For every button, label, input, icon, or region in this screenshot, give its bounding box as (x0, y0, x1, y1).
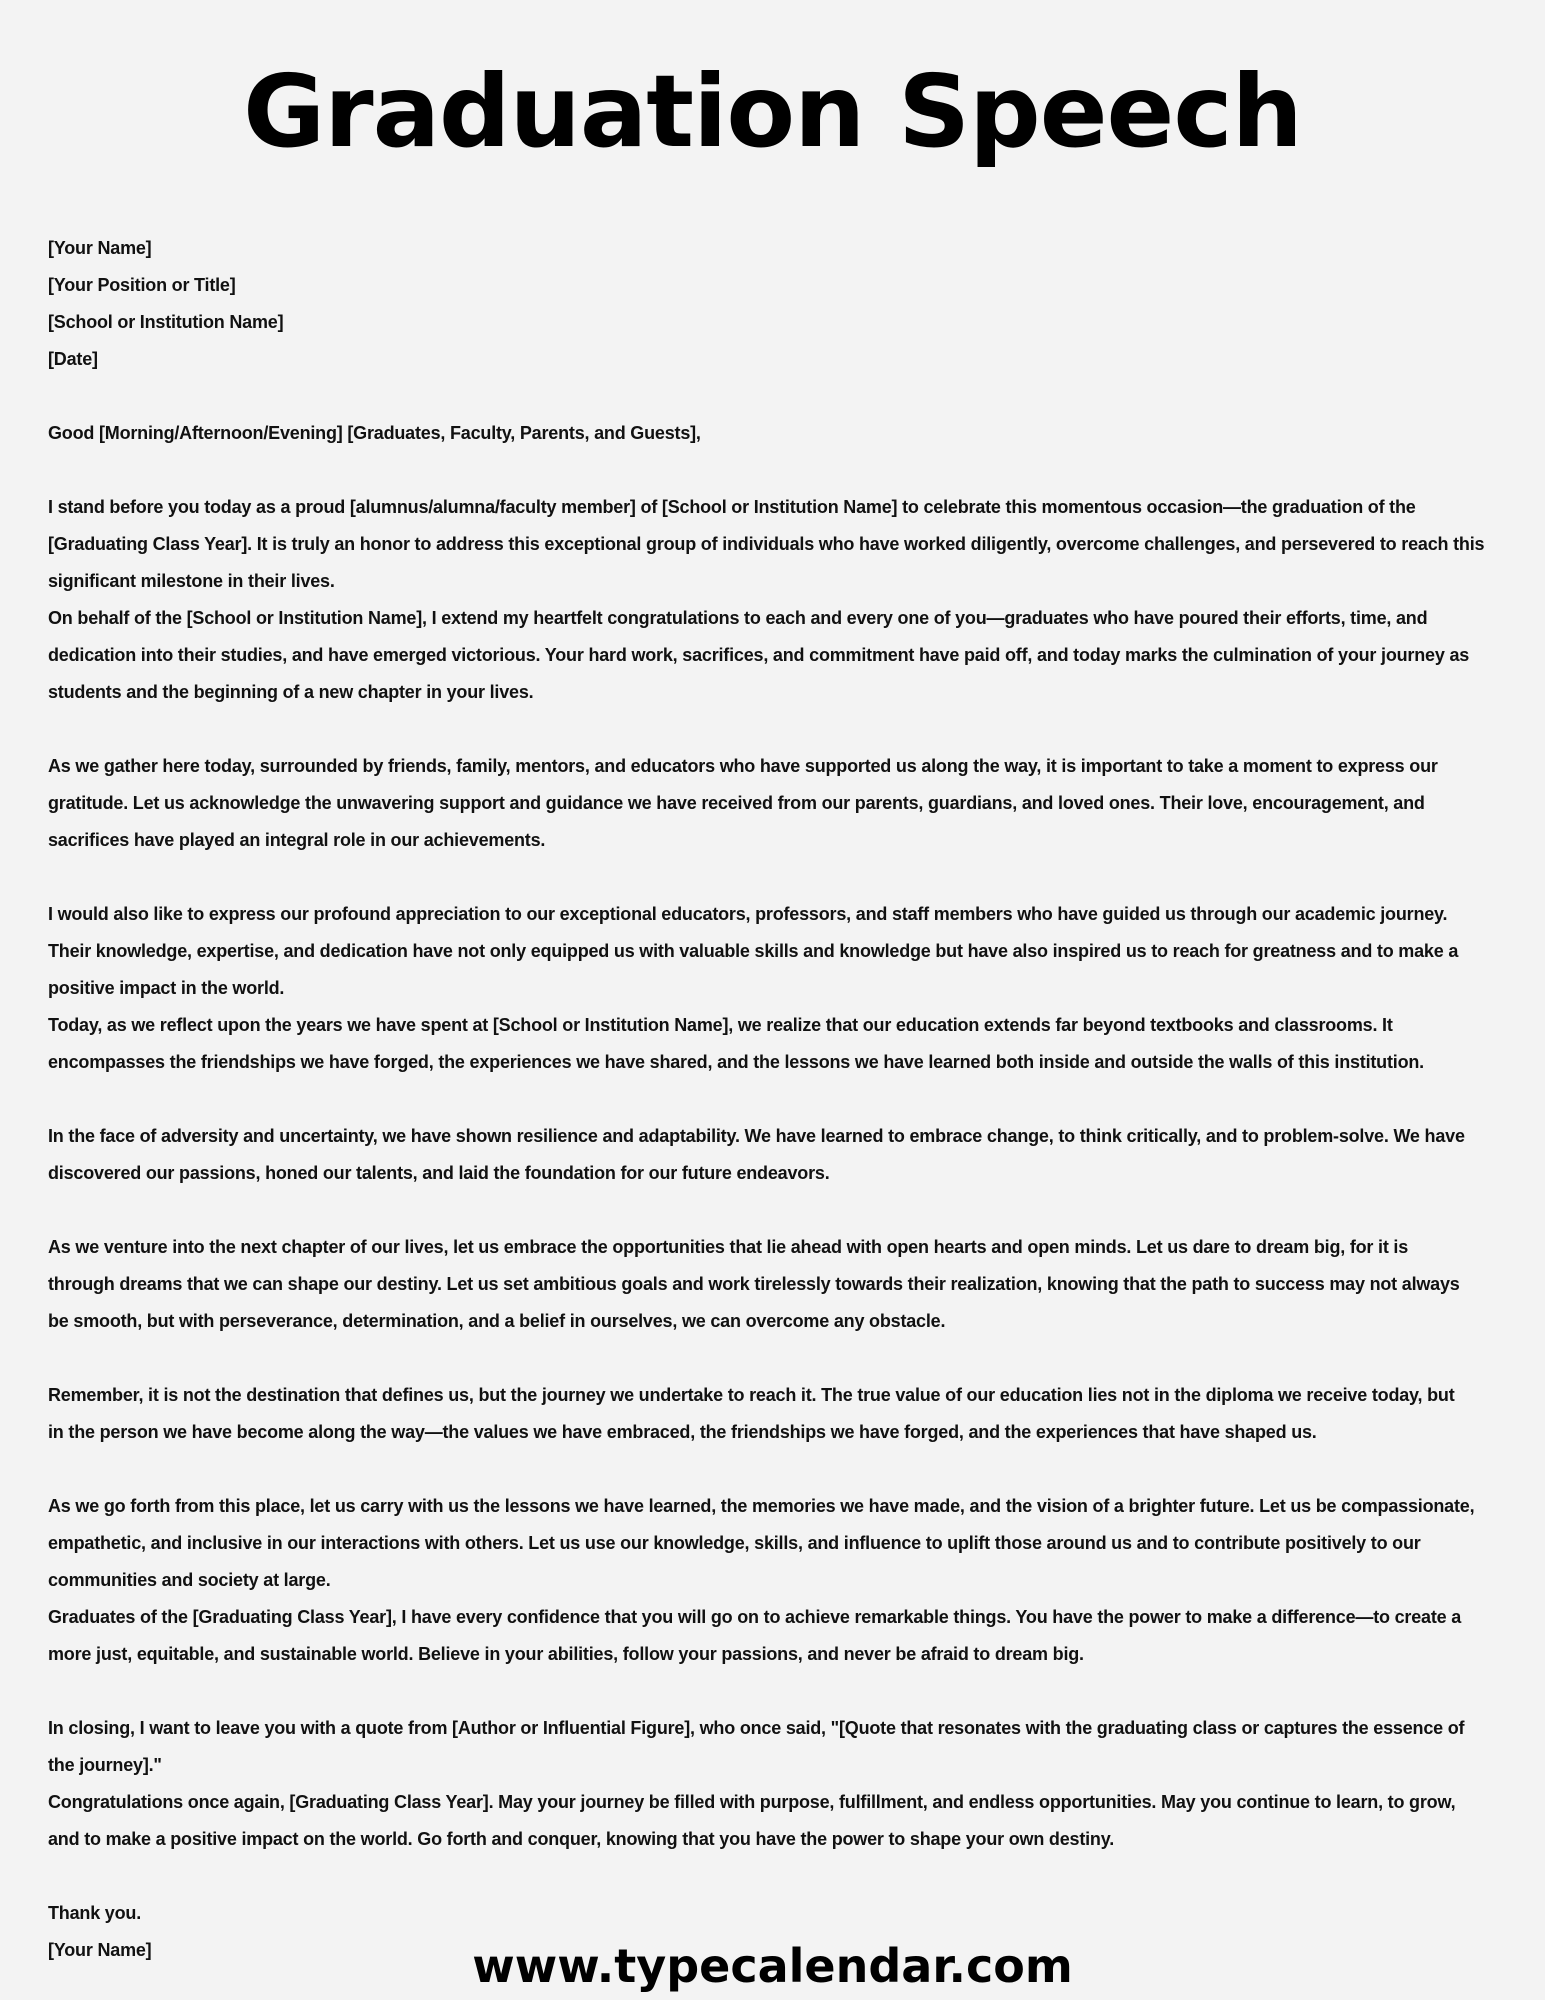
signature: [Your Name] (48, 1940, 152, 1960)
paragraph-8: Remember, it is not the destination that defines us, but the journey we undertake to reach it. The true value of our education lies not in the diploma we receive today, but in the person we have become along the way—the values we have embraced, the friendships we have forged, and the experiences that have shaped us. (48, 1385, 1455, 1442)
paragraph-4: I would also like to express our profound appreciation to our exceptional educators, professors, and staff members who have guided us through our academic journey. Their knowledge, expertise, and dedication have not only equipped us with valuable skills and knowledge but have also inspired us to reach for greatness and to make a positive impact in the world. (48, 904, 1459, 998)
speech-body (48, 230, 1508, 1969)
header-line-school: [School or Institution Name] (48, 312, 284, 332)
paragraph-3: As we gather here today, surrounded by friends, family, mentors, and educators who have supported us along the way, it is important to take a moment to express our gratitude. Let us acknowledge the unwavering support and guidance we have received from our parents, guardians, and loved ones. Their love, encouragement, and sacrifices have played an integral role in our achievements. (48, 756, 1438, 850)
paragraph-7: As we venture into the next chapter of our lives, let us embrace the opportunities that lie ahead with open hearts and open minds. Let us dare to dream big, for it is through dreams that we can shape our destiny. Let us set ambitious goals and work tirelessly towards their realization, knowing that the path to success may not always be smooth, but with perseverance, determination, and a belief in ourselves, we can overcome any obstacle. (48, 1237, 1460, 1331)
greeting: Good [Morning/Afternoon/Evening] [Graduates, Faculty, Parents, and Guests], (48, 423, 701, 443)
header-line-date: [Date] (48, 349, 98, 369)
header-line-name: [Your Name] (48, 238, 152, 258)
paragraph-2: On behalf of the [School or Institution Name], I extend my heartfelt congratulations to each and every one of you—graduates who have poured their efforts, time, and dedication into their studies, and have emerged victorious. Your hard work, sacrifices, and commitment have paid off, and today marks the culmination of your journey as students and the beginning of a new chapter in your lives. (48, 608, 1470, 702)
paragraph-6: In the face of adversity and uncertainty, we have shown resilience and adaptability. We have learned to embrace change, to think critically, and to problem-solve. We have discovered our passions, honed our talents, and laid the foundation for our future endeavors. (48, 1126, 1465, 1183)
paragraph-11: In closing, I want to leave you with a quote from [Author or Influential Figure], who once said, "[Quote that resonates with the graduating class or captures the essence of the journey]." (48, 1718, 1465, 1775)
closing-text: Thank you. (48, 1903, 142, 1923)
header-line-position: [Your Position or Title] (48, 275, 236, 295)
paragraph-10: Graduates of the [Graduating Class Year], I have every confidence that you will go on to achieve remarkable things. You have the power to make a difference—to create a more just, equitable, and sustainable world. Believe in your abilities, follow your passions, and never be afraid to dream big. (48, 1607, 1462, 1664)
header-block (48, 230, 1508, 378)
footer-website-url[interactable]: www.typecalendar.com (472, 1939, 1073, 1993)
paragraph-9: As we go forth from this place, let us carry with us the lessons we have learned, the memories we have made, and the vision of a brighter future. Let us be compassionate, empathetic, and inclusive in our interactions with others. Let us use our knowledge, skills, and influence to uplift those around us and to contribute positively to our communities and society at large. (48, 1496, 1475, 1590)
paragraph-5: Today, as we reflect upon the years we have spent at [School or Institution Name], we realize that our education extends far beyond textbooks and classrooms. It encompasses the friendships we have forged, the experiences we have shared, and the lessons we have learned both inside and outside the walls of this institution. (48, 1015, 1424, 1072)
page-title: Graduation Speech (243, 53, 1302, 170)
paragraph-1: I stand before you today as a proud [alumnus/alumna/faculty member] of [School or Institution Name] to celebrate this momentous occasion—the graduation of the [Graduating Class Year]. It is truly an honor to address this exceptional group of individuals who have worked diligently, overcome challenges, and persevered to reach this significant milestone in their lives. (48, 497, 1485, 591)
paragraph-12: Congratulations once again, [Graduating Class Year]. May your journey be filled with purpose, fulfillment, and endless opportunities. May you continue to learn, to grow, and to make a positive impact on the world. Go forth and conquer, knowing that you have the power to shape your own destiny. (48, 1792, 1456, 1849)
